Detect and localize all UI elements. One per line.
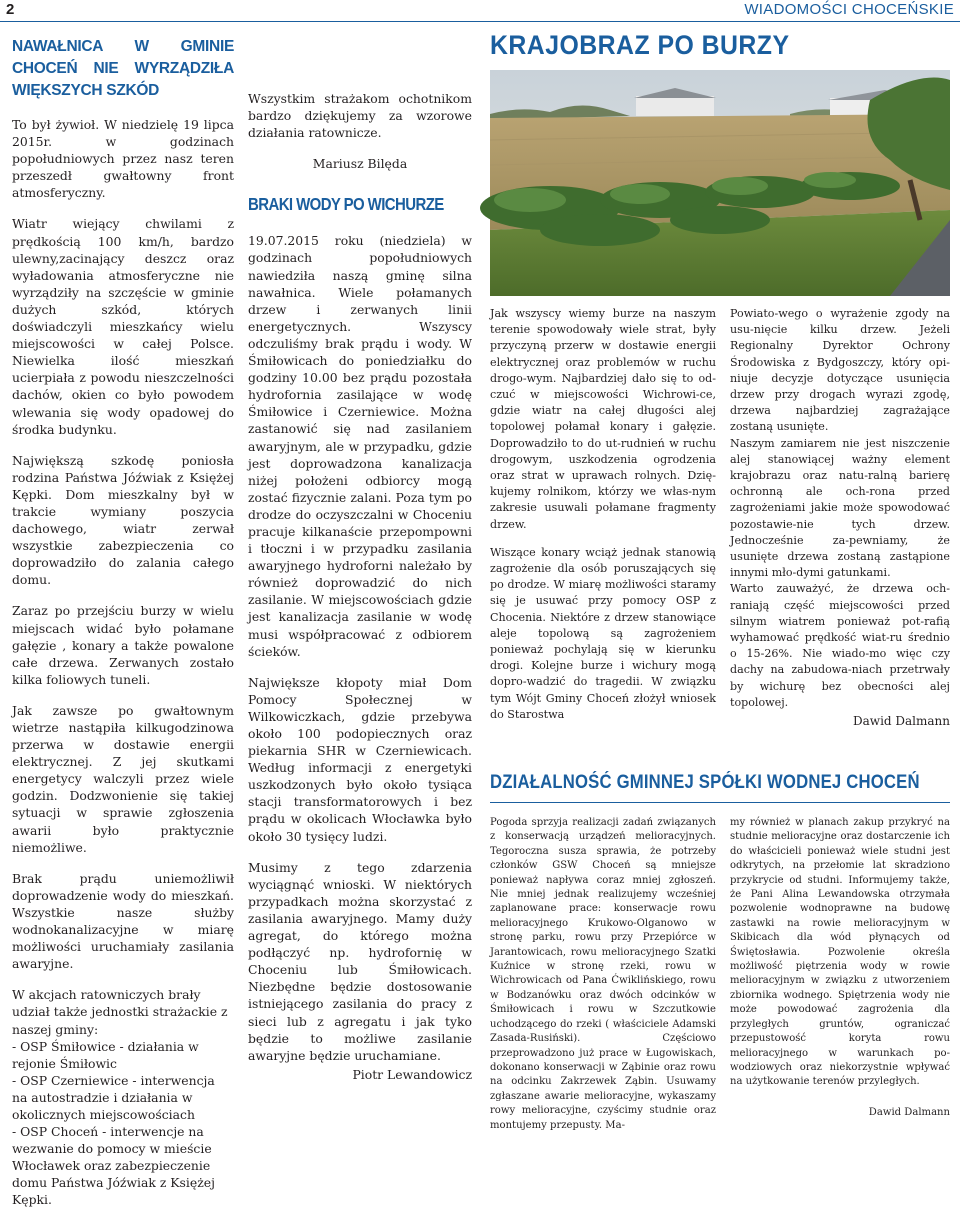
article2-paragraph: Największe kłopoty miał Dom Pomocy Społecznej w Wilkowiczkach, gdzie przebywa około 100 podopiecznych oraz piekarnia SHR w Czerniewicach. Według informacji z energetyki uszkodzonych było około tysiąca stacji transformatorowych i bez prądu w okolicach Włocławka było około 30 tysięcy ludzi. bbox=[248, 674, 472, 844]
article2-author: Piotr Lewandowicz bbox=[352, 1066, 472, 1082]
article4-author: Dawid Dalmann bbox=[868, 1106, 950, 1118]
article4-right-column bbox=[730, 816, 950, 1134]
article3-right-column bbox=[730, 306, 950, 743]
article3-author: Dawid Dalmann bbox=[853, 714, 950, 729]
article3-paragraph: Naszym zamiarem nie jest niszczenie alej stanowiącej ważny element krajobrazu oraz natu-ralną barierę ochronną ale och-rona przed zagrożeniami jakie może spowodować pozostawie-nie tych drzew. Jednocześnie za-pewniamy, że usunięte drzewa zostaną zastąpione innymi mło-dymi gatunkami. bbox=[730, 436, 950, 580]
article1-paragraph: Zaraz po przejściu burzy w wielu miejscach widać było połamane gałęzie , konary a także powalone całe drzewa. Zerwanych zostało kilka foliowych tuneli. bbox=[12, 603, 234, 687]
article1-column bbox=[12, 36, 234, 1209]
header-rule bbox=[0, 21, 960, 22]
list-item: - OSP Choceń - interwencje na wezwanie do pomocy w mieście Włocławek oraz zabezpieczenie domu Państwa Jóźwiak z Księżej Kępki. bbox=[12, 1124, 215, 1208]
farm-building bbox=[636, 96, 714, 116]
article2-column bbox=[248, 28, 472, 1097]
article3-paragraph: Wiszące konary wciąż jednak stanowią zagrożenie dla osób poruszających się po drodze. W miarę możliwości staramy się je usuwać przy pomocy OSP z Chocenia. Niektóre z drzew stanowiące aleje topolową są zagrożeniem ponieważ pochylają się w kierunku drogi. Kolejne burze i wichury mogą dopro-wadzić do tragedii. W związku tym Wójt Gminy Choceń złożył wniosek do Starostwa bbox=[490, 545, 716, 721]
article1-title: NAWAŁNICA W GMINIE CHOCEŃ NIE WYRZĄDZIŁA WIĘKSZYCH SZKÓD bbox=[12, 38, 234, 99]
list-item: - OSP Czerniewice - interwencja na autostradzie i działania w okolicznych miejscowościach bbox=[12, 1072, 215, 1122]
article3-paragraph: Powiato-wego o wyrażenie zgody na usu-nięcie kilku drzew. Jeżeli Regionalny Dyrektor Ochrony Środowiska z Bydgoszczy, który opi-niuje decyzje dotyczące usunięcia drzew przy drogach wyrazi zgodę, drzewa najbardziej zagrażające zostaną usunięte. bbox=[730, 307, 950, 434]
storm-photo-illustration bbox=[490, 70, 950, 296]
article4-left-column bbox=[490, 816, 716, 1147]
article1-closing: Wszystkim strażakom ochotnikom bardzo dziękujemy za wzorowe działania ratownicze. bbox=[248, 91, 472, 141]
article1-paragraph: Wiatr wiejący chwilami z prędkością 100 km/h, bardzo ulewny,zacinający deszcz oraz wyładowania atmosferyczne nie wyrządziły na szczęście w gminie dużych szkód, których doświadczyli mieszkańcy wielu miejscowości w całej Polsce. Niewielka ilość mieszkań ucierpiała z powodu nieszczelności dachów, okien co było powodem wlewania się wody opadowej do środka budynku. bbox=[12, 216, 234, 437]
article4-paragraph: Pogoda sprzyja realizacji zadań związanych z konserwacją urządzeń melioracyjnych. Tegoroczna susza sprawia, że potrzeby członków GSW Choceń są mniejsze ponieważ napływa coraz mniej zgłoszeń. Nie mniej jednak realizujemy wcześniej zaplanowane prace: konserwacje rowu melioracyjnego Krukowo-Olganowo w stronę parku, rowu przy Przepiórce w Jarantowicach, rowu melioracyjnego Szatki Kuźnice w stronę rzeki, rowu w Wichrowicach od Pana Ćwiklińskiego, rowu w Bodzanówku oraz dwóch odcinków w Śmiłowicach i rowu w Szczutkowie uchodzącego do rzeki ( właściciele Adamski Zasada-Rusiński). Częściowo przeprowadzono już prace w Ługowiskach, dokonano konserwacji w Ząbinie oraz rowu na odcinku Zakrzewek Ząbin. Usuwamy zgłaszane awarie melioracyjne, wykaszamy rowy melioracyjne, czyścimy studnie oraz montujemy przepusty. Ma- bbox=[490, 817, 716, 1131]
article4-paragraph: my również w planach zakup przykryć na studnie melioracyjne oraz dostarczenie ich do właścicieli ponieważ wiele studni jest odkrytych, na przełomie lat skradziono przykrycie od studni. Informujemy także, że Pani Alina Lewandowska otrzymała pozwolenie wodnoprawne na budowę zastawki na rowie melioracyjnym w Skibicach dla wód płynących od Świętosławia. Pozwolenie określa możliwość piętrzenia wody w rowie melioracyjnym w związku z utworzeniem zbiornika wodnego. Spiętrzenia wody nie może powodować zagrożenia dla przyległych gruntów, ograniczać przepustowość koryta rowu melioracyjnego w warunkach po-wodziowych oraz niekorzystnie wpływać na użytkowanie terenów przyległych. bbox=[730, 817, 950, 1088]
article2-title: BRAKI WODY PO WICHURZE bbox=[248, 195, 444, 216]
page-number: 2 bbox=[6, 1, 15, 18]
masthead: WIADOMOŚCI CHOCEŃSKIE bbox=[744, 1, 954, 18]
list-item: - OSP Śmiłowice - działania w rejonie Śmiłowic bbox=[12, 1038, 199, 1071]
article3-paragraph: Jak wszyscy wiemy burze na naszym terenie spowodowały wiele strat, były przyczyną przerw w dostawie energii elektrycznej oraz problemów w ruchu drogo-wym. Najbardziej dało się to od-czuć w miejscowości Wichrowi-ce, gdzie wiatr na całej długości alej topolowej połamał konary i gałęzie. Doprowadziło to do ut-rudnień w ruchu drogowym, uszkodzenia ogrodzenia oraz strat w uprawach rolnych. Dzię-kujemy rolnikom, którzy we włas-nym zakresie usuwali połamane fragmenty drzew. bbox=[490, 307, 716, 531]
article4-title: DZIAŁALNOŚĆ GMINNEJ SPÓŁKI WODNEJ CHOCEŃ bbox=[490, 772, 920, 793]
section-rule bbox=[490, 802, 950, 803]
article3-title: KRAJOBRAZ PO BURZY bbox=[490, 30, 790, 60]
storm-photo bbox=[490, 70, 950, 296]
article1-paragraph: Jak zawsze po gwałtownym wietrze nastąpiła kilkugodzinowa przerwa w dostawie energii elektrycznej. Z jej skutkami energetycy walczyli przez wiele godzin. Dodzwonienie się takiej sytuacji w sprawie zgłoszenia awarii było praktycznie niemożliwe. bbox=[12, 702, 234, 855]
page-header bbox=[0, 0, 960, 22]
article1-paragraph: Brak prądu uniemożliwił doprowadzenie wody do mieszkań. Wszystkie nasze służby wodnokanalizacyjne w miarę możliwości uruchamiały zasilania awaryjne. bbox=[12, 870, 234, 972]
article3-paragraph: Warto zauważyć, że drzewa och-raniają część miejscowości przed silnym wiatrem ponieważ pot-rafią wyhamować prędkość wiat-ru średnio o 15-26%. Nie wiado-mo więc czy dachy na zabudowa-niach przetrwały by wichurę bez obecności alej topolowej. bbox=[730, 582, 950, 709]
article1-paragraph: To był żywioł. W niedzielę 19 lipca 2015r. w godzinach popołudniowych przez nasz teren przeszedł gwałtowny front atmosferyczny. bbox=[12, 117, 234, 201]
article1-paragraph: Największą szkodę poniosła rodzina Państwa Jóźwiak z Księżej Kępki. Dom mieszkalny był w trakcie wymiany poszycia dachowego, wiatr zerwał wszystkie zabezpieczenia co doprowadziło do zalania całego domu. bbox=[12, 452, 234, 588]
article1-paragraph: W akcjach ratowniczych brały udział także jednostki strażackie z naszej gminy: bbox=[12, 987, 228, 1037]
article3-left-column bbox=[490, 306, 716, 737]
article1-author: Mariusz Bilęda bbox=[312, 156, 408, 172]
article2-paragraph: 19.07.2015 roku (niedziela) w godzinach popołudniowych nawiedziła naszą gminę silna nawałnica. Wiele połamanych drzew i zerwanych linii energetycznych. Wszyscy odczuliśmy brak prądu i wody. W Śmiłowicach do poniedziałku do godziny 10.00 bez prądu pozostała hydrofornia zasilające w wodę Śmiłowice i Czerniewice. Można zastanowić się nad zasilaniem awaryjnym, ale w przypadku, gdzie jest doprowadzona kanalizacja niżej położeni odbiorcy mogą zostać fizycznie zalani. Poza tym po drodze do oczyszczalni w Choceniu pracuje kilkanaście przepompowni i tłoczni i w przypadku zasilania awaryjnego hydroforni należało by również doprowadzić do nich zasilanie. W miejscowościach gdzie jest kanalizacja zasilanie w wodę musi współpracować z odbiorem ścieków. bbox=[248, 233, 472, 659]
article2-paragraph: Musimy z tego zdarzenia wyciągnąć wnioski. W niektórych przypadkach można skorzystać z zasilania awaryjnego. Mamy duży agregat, do którego można podłączyć np. hydrofornię w Choceniu lub Śmiłowicach. Niezbędne będzie dostosowanie istniejącego zasilania do pracy z sieci lub z agregatu i jak tyko będzie to możliwe zasilanie awaryjne będzie uruchamiane. bbox=[248, 859, 472, 1063]
